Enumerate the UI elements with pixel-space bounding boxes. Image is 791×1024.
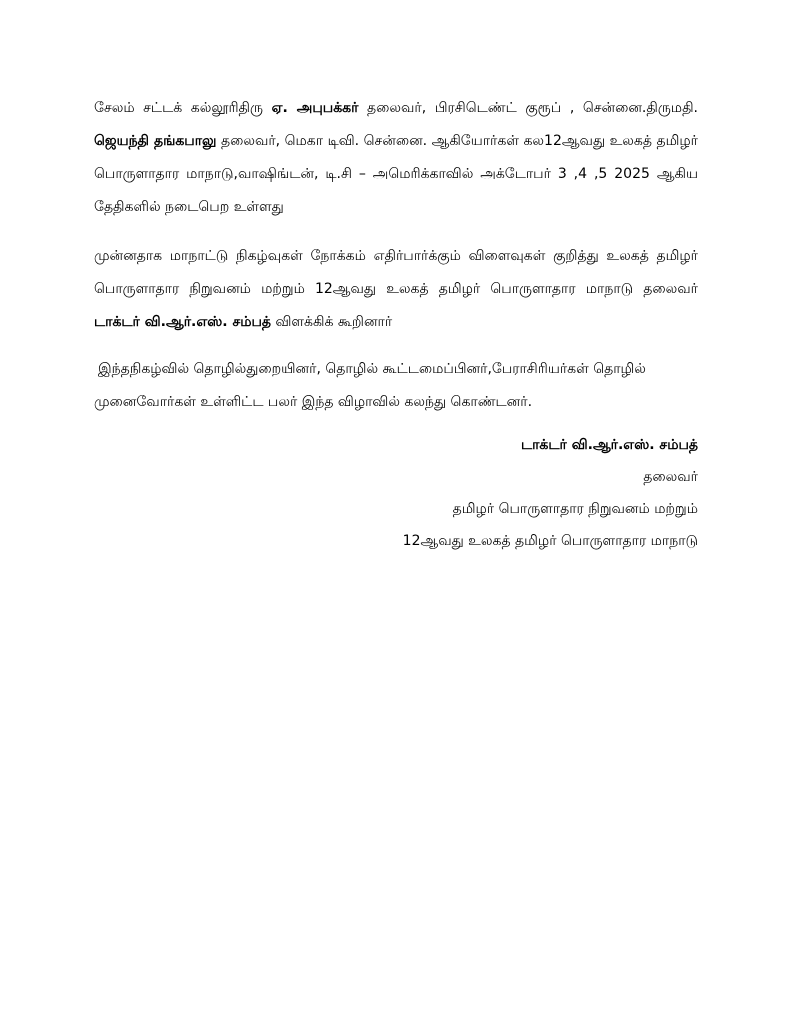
signature-title: தலைவர் bbox=[643, 469, 698, 485]
signature-organization-2: 12ஆவது உலகத் தமிழர் பொருளாதார மாநாடு bbox=[402, 533, 698, 549]
paragraph-conference-explanation bbox=[94, 240, 698, 339]
guest-name-abubakkar: ஏ. அபுபக்கர் bbox=[271, 100, 359, 116]
paragraph1-text-2: தலைவர், பிரசிடெண்ட் குரூப் , சென்னை.திருமதி. bbox=[358, 100, 698, 116]
document-body bbox=[94, 92, 698, 557]
guest-name-jayanthi: ஜெயந்தி தங்கபாலு bbox=[94, 133, 217, 149]
paragraph2-text-1: முன்னதாக மாநாட்டு நிகழ்வுகள் நோக்கம் எதிர்பார்க்கும் விளைவுகள் குறித்து உலகத் தமிழர் பொருளாதார நிறுவனம் மற்றும் 12ஆவது உலகத் தமிழர் பொருளாதார மாநாடு தலைவர் bbox=[94, 248, 698, 297]
speaker-name-sampath: டாக்டர் வி.ஆர்.எஸ். சம்பத் bbox=[94, 314, 272, 330]
paragraph1-text-1: சேலம் சட்டக் கல்லூரிதிரு bbox=[94, 100, 272, 116]
paragraph3-text: இந்தநிகழ்வில் தொழில்துறையினர், தொழில் கூட்டமைப்பினர்,பேராசிரியர்கள் தொழில் முனைவோர்கள் உள்ளிட்ட பலர் இந்த விழாவில் கலந்து கொண்டனர். bbox=[94, 361, 646, 410]
signature-name: டாக்டர் வி.ஆர்.எஸ். சம்பத் bbox=[520, 437, 698, 453]
signature-block bbox=[94, 429, 698, 557]
paragraph-participants bbox=[94, 353, 698, 419]
paragraph-event-announcement bbox=[94, 92, 698, 224]
signature-organization-1: தமிழர் பொருளாதார நிறுவனம் மற்றும் bbox=[452, 501, 698, 517]
paragraph2-text-2: விளக்கிக் கூறினார் bbox=[271, 314, 393, 330]
paragraph1-text-3: தலைவர், மெகா டிவி. சென்னை. ஆகியோர்கள் கல12ஆவது உலகத் தமிழர் பொருளாதார மாநாடு,வாஷிங்டன், டி.சி – அமெரிக்காவில் அக்டோபர் 3 ,4 ,5 2025 ஆகிய தேதிகளில் நடைபெற உள்ளது bbox=[94, 133, 698, 215]
